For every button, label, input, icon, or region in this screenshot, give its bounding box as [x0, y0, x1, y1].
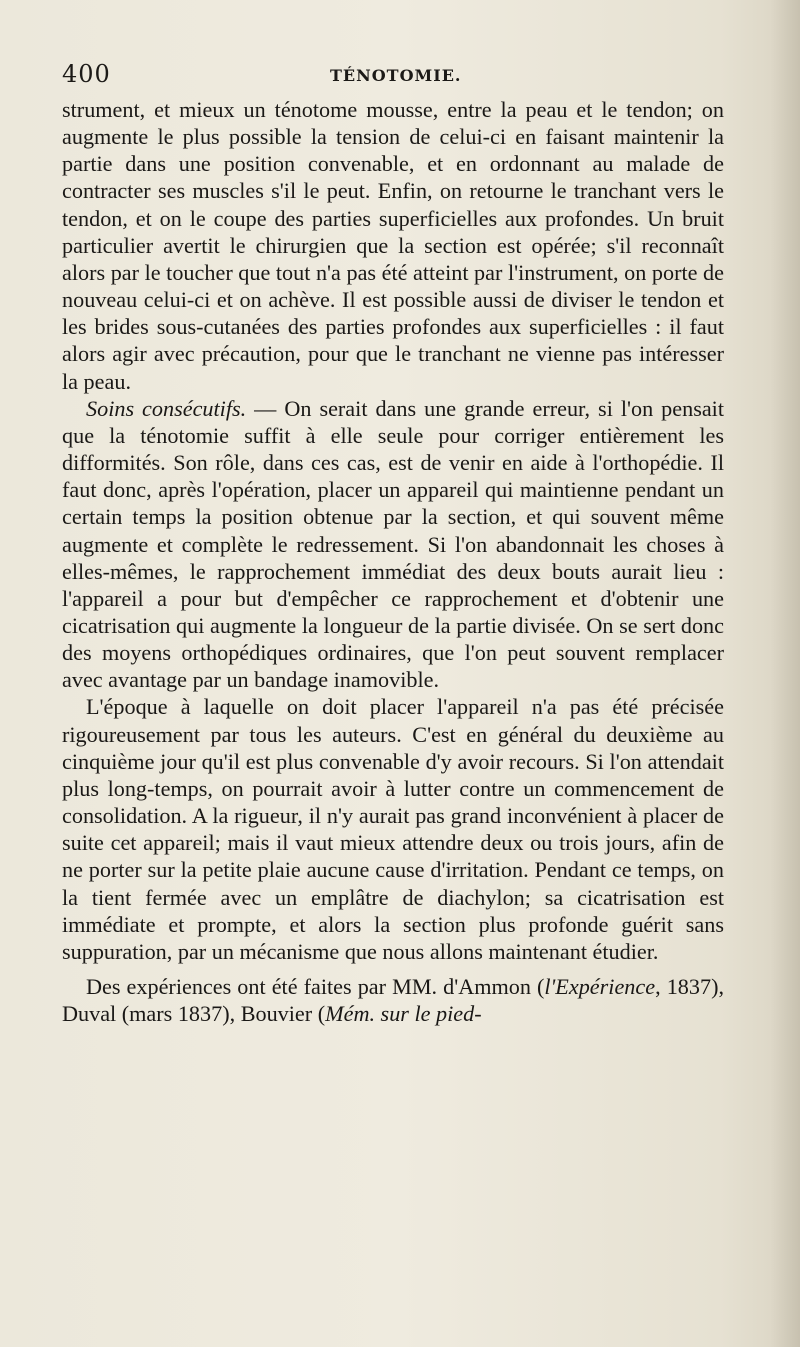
- paragraph-text: Des expériences ont été faites par MM. d'Ammon (: [86, 974, 545, 999]
- running-title: TÉNOTOMIE.: [330, 66, 462, 85]
- paragraph-1: [62, 96, 724, 395]
- paragraph-text: , 1837), Duval (mars 1837), Bouvier (: [62, 974, 724, 1027]
- paragraph-2: [62, 395, 724, 694]
- citation-title: l'Expérience: [544, 974, 656, 999]
- paragraph-4: [62, 973, 724, 1027]
- citation-title: Mém. sur le pied-: [325, 1001, 482, 1027]
- section-lead: Soins consécutifs.: [86, 395, 247, 421]
- paragraph-text: — On serait dans une grande erreur, si l'on pensait que la ténotomie suffit à elle seule pour corriger entièrement les difformités. Son rôle, dans ces cas, est de venir en aide à l'orthopédie. Il faut donc, après l'opération, placer un appareil qui maintienne pendant un certain temps la position obtenue par la section, et qui souvent même augmente et complète le redressement. Si l'on abandonnait les choses à elles-mêmes, le rapprochement immédiat des deux bouts aurait lieu : l'appareil a pour but d'empêcher ce rapprochement et d'obtenir une cicatrisation qui augmente la longueur de la partie divisée. On se sert donc des moyens orthopédiques ordinaires, que l'on peut souvent remplacer avec avantage par un bandage inamovible.: [62, 395, 725, 693]
- body-text: [62, 96, 724, 1027]
- paragraph-text: strument, et mieux un ténotome mousse, entre la peau et le tendon; on augmente le plus possible la tension de celui-ci en faisant maintenir la partie dans une position convenable, et en ordonnant au malade de contracter ses muscles s'il le peut. Enfin, on retourne le tranchant vers le tendon, et on le coupe des parties superficielles aux profondes. Un bruit particulier avertit le chirurgien que la section est opérée; s'il reconnaît alors par le toucher que tout n'a pas été atteint par l'instrument, on porte de nouveau celui-ci et on achève. Il est possible aussi de diviser le tendon et les brides sous-cutanées des parties profondes aux superficielles : il faut alors agir avec précaution, pour que le tranchant ne vienne pas intéresser la peau.: [62, 97, 724, 394]
- page-header: [62, 60, 722, 90]
- paragraph-text: L'époque à laquelle on doit placer l'appareil n'a pas été précisée rigoureusement par tous les auteurs. C'est en général du deuxième au cinquième jour qu'il est plus convenable d'y avoir recours. Si l'on attendait plus long-temps, on pourrait avoir à lutter contre un commencement de consolidation. A la rigueur, il n'y aurait pas grand inconvénient à placer de suite cet appareil; mais il vaut mieux attendre deux ou trois jours, afin de ne porter sur la petite plaie aucune cause d'irritation. Pendant ce temps, on la tient fermée avec un emplâtre de diachylon; sa cicatrisation est immédiate et prompte, et alors la section plus profonde guérit sans suppuration, par un mécanisme que nous allons maintenant étudier.: [62, 694, 724, 964]
- page-number: 400: [62, 60, 111, 88]
- paragraph-3: [62, 693, 724, 965]
